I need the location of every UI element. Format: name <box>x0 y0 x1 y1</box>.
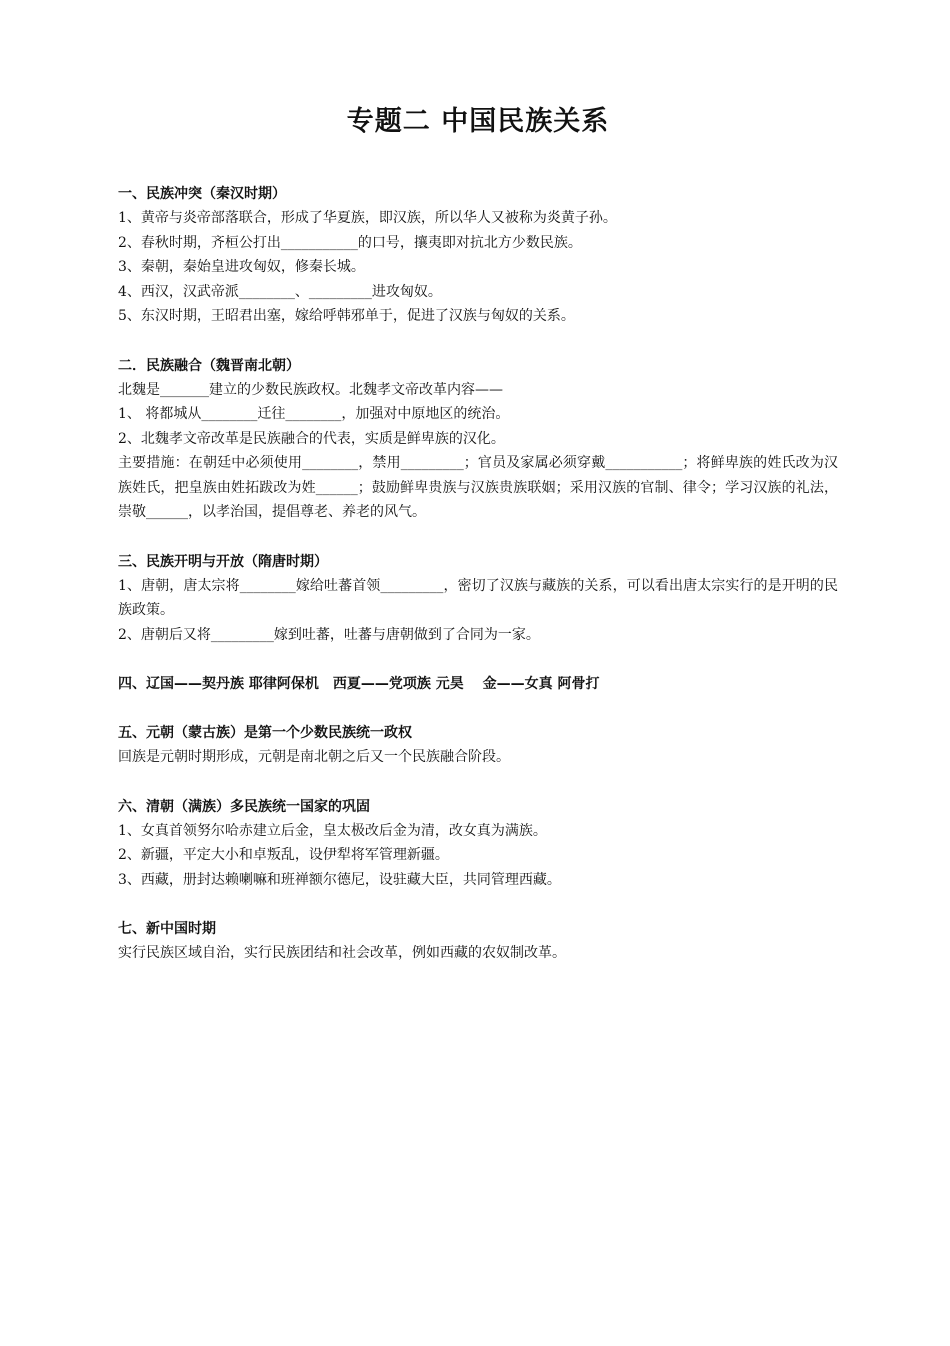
text-line: 1、唐朝，唐太宗将________嫁给吐蕃首领_________，密切了汉族与藏族的关系，可以看出唐太宗实行的是开明的民族政策。 <box>118 577 838 618</box>
document-page <box>118 100 838 991</box>
text-line: 主要措施：在朝廷中必须使用________，禁用_________；官员及家属必须穿戴___________；将鲜卑族的姓氏改为汉族姓氏，把皇族由姓拓跋改为姓______；鼓励鲜卑贵族与汉族贵族联姻；采用汉族的官制、律令；学习汉族的礼法，崇敬______，以孝治国，提倡尊老、养老的风气。 <box>118 455 838 520</box>
section-1 <box>118 182 838 329</box>
text-line: 3、西藏，册封达赖喇嘛和班禅额尔德尼，设驻藏大臣，共同管理西藏。 <box>118 871 561 888</box>
text-line: 3、秦朝，秦始皇进攻匈奴，修秦长城。 <box>118 259 365 275</box>
section-2 <box>118 354 838 525</box>
text-line: 北魏是_______建立的少数民族政权。北魏孝文帝改革内容—— <box>118 381 503 398</box>
text-line: 1、黄帝与炎帝部落联合，形成了华夏族，即汉族，所以华人又被称为炎黄子孙。 <box>118 210 617 226</box>
text-line: 回族是元朝时期形成，元朝是南北朝之后又一个民族融合阶段。 <box>118 749 510 765</box>
text-line: 4、西汉，汉武帝派________、_________进攻匈奴。 <box>118 283 442 300</box>
section-list <box>118 182 838 966</box>
text-line: 5、东汉时期，王昭君出塞，嫁给呼韩邪单于，促进了汉族与匈奴的关系。 <box>118 308 575 324</box>
text-line: 2、北魏孝文帝改革是民族融合的代表，实质是鲜卑族的汉化。 <box>118 430 505 447</box>
text-line: 2、唐朝后又将_________嫁到吐蕃，吐蕃与唐朝做到了合同为一家。 <box>118 626 540 643</box>
section-3 <box>118 550 838 648</box>
page-title: 专题二 中国民族关系 <box>346 106 610 137</box>
section-heading: 三、民族开明与开放（隋唐时期） <box>118 553 328 570</box>
section-heading: 六、清朝（满族）多民族统一国家的巩固 <box>118 798 370 815</box>
section-heading: 一、民族冲突（秦汉时期） <box>118 186 286 202</box>
section-heading: 七、新中国时期 <box>118 921 216 937</box>
section-7 <box>118 917 838 966</box>
text-line: 2、春秋时期，齐桓公打出___________的口号，攘夷即对抗北方少数民族。 <box>118 234 582 251</box>
section-heading: 四、辽国——契丹族 耶律阿保机 西夏——党项族 元昊 金——女真 阿骨打 <box>118 676 600 692</box>
text-line: 2、新疆，平定大小和卓叛乱，设伊犁将军管理新疆。 <box>118 847 449 863</box>
section-heading: 二．民族融合（魏晋南北朝） <box>118 357 300 374</box>
section-heading: 五、元朝（蒙古族）是第一个少数民族统一政权 <box>118 725 412 741</box>
section-4 <box>118 672 838 696</box>
section-6 <box>118 795 838 893</box>
text-line: 1、 将都城从________迁往________，加强对中原地区的统治。 <box>118 406 510 422</box>
text-line: 1、女真首领努尔哈赤建立后金，皇太极改后金为清，改女真为满族。 <box>118 822 547 839</box>
section-5 <box>118 721 838 770</box>
text-line: 实行民族区域自治，实行民族团结和社会改革，例如西藏的农奴制改革。 <box>118 945 566 961</box>
